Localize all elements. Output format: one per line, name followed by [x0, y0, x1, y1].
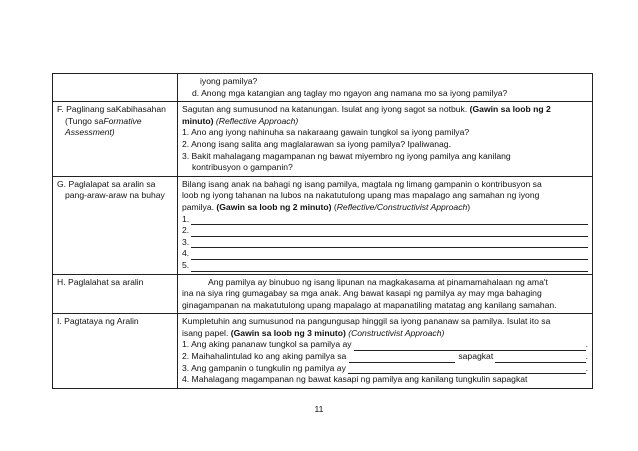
row-continuation-label-cell: [53, 74, 178, 102]
answer-blank-5[interactable]: [191, 262, 588, 272]
row-g-sublabel: pang-araw-araw na buhay: [65, 190, 165, 201]
answer-blank-3[interactable]: [191, 238, 588, 248]
page-number: 11: [314, 404, 324, 414]
answer-blank-4[interactable]: [191, 250, 588, 260]
row-f-question-2: 2. Anong isang salita ang maglalarawan sa iyong pamilya? Ipaliwanag.: [182, 138, 451, 149]
row-h: [53, 274, 593, 314]
row-g-answer-line-4[interactable]: [182, 248, 588, 260]
row-i-label: I. Pagtataya ng Aralin: [57, 316, 139, 327]
row-continuation-content: [178, 74, 593, 102]
row-g-content: [178, 176, 593, 274]
row-h-label-cell: [53, 274, 178, 314]
answer-blank-2[interactable]: [191, 227, 588, 237]
continuation-question-d: d. Anong mga katangian ang taglay mo ngayon ang namana mo sa iyong pamilya?: [192, 87, 508, 98]
row-f-content: [178, 102, 593, 177]
row-g-number-1: 1.: [182, 213, 190, 224]
row-g-text-2: loob ng iyong tahanan na lubos na nakatutulong upang mas mapalago ang samahan ng iyong: [182, 190, 540, 201]
row-f-sublabel-a: (Tungo sa: [65, 115, 104, 126]
row-h-content: [178, 274, 593, 314]
row-g-label: G. Paglalapat sa aralin sa: [57, 178, 156, 189]
row-g-paren-close: ): [467, 201, 471, 212]
row-g-text-3-bold: (Gawin sa loob ng 2 minuto): [216, 201, 332, 212]
row-g-answer-line-1[interactable]: [182, 214, 588, 226]
row-g-label-cell: [53, 176, 178, 274]
sentence-blank-1[interactable]: [354, 341, 586, 351]
row-f-intro-bold-2: minuto): [182, 115, 214, 126]
row-g-number-5: 5.: [182, 259, 190, 270]
row-f-intro-italic: (Reflective Approach): [215, 115, 299, 126]
row-i-sentence-2: [182, 351, 588, 363]
row-i-sentence-3-text: 3. Ang gampanin o tungkulin ng pamilya ay: [182, 362, 346, 373]
row-g-number-2: 2.: [182, 225, 190, 236]
row-g: [53, 176, 593, 274]
row-h-paragraph-1: Ang pamilya ay binubuo ng isang lipunan na magkakasama at pinamamahalaan ng ama't: [208, 276, 548, 287]
row-g-answer-line-5[interactable]: [182, 260, 588, 272]
row-i-sentence-1: [182, 339, 588, 351]
row-g-text-3-italic: Reflective/Constructivist Approach: [336, 201, 468, 212]
row-f-question-1: 1. Ano ang iyong nahinuha sa nakaraang gawain tungkol sa iyong pamilya?: [182, 127, 470, 138]
row-g-number-4: 4.: [182, 248, 190, 259]
row-i-label-cell: [53, 314, 178, 389]
row-f-intro-2: [182, 116, 588, 128]
row-f-sublabel-b: Assessment): [65, 127, 115, 138]
row-f-question-3: 3. Bakit mahalagang magampanan ng bawat miyembro ng iyong pamilya ang kanilang: [182, 150, 511, 161]
sentence-blank-3[interactable]: [348, 364, 586, 374]
row-f-sublabel-italic: Formative: [103, 115, 142, 126]
row-i-sentence-1-text: 1. Ang aking pananaw tungkol sa pamilya ay: [182, 339, 352, 350]
row-i-sentence-3: [182, 363, 588, 375]
row-h-paragraph-2: ina na siya ring gumagabay sa mga anak. Ang bawat kasapi ng pamilya ay may mga bahaging: [182, 288, 542, 299]
row-f-label: F. Paglinang saKabihasahan: [57, 104, 166, 115]
row-g-text-3: [182, 202, 588, 214]
row-i-sentence-2-sapagkat: sapagkat: [458, 351, 494, 362]
row-i-text-2-plain: isang papel.: [182, 327, 229, 338]
row-i-text-1: Kumpletuhin ang sumusunod na pangungusap hinggil sa iyong pananaw sa pamilya. Isulat ito sa: [182, 316, 551, 327]
row-f-intro-text: Sagutan ang sumusunod na katanungan. Isulat ang iyong sagot sa notbuk.: [182, 104, 468, 115]
row-f: [53, 102, 593, 177]
row-g-paren-open: (: [333, 201, 337, 212]
sentence-blank-2b[interactable]: [495, 353, 585, 363]
sentence-blank-2a[interactable]: [349, 353, 455, 363]
row-g-text-1: Bilang isang anak na bahagi ng isang pamilya, magtala ng limang gampanin o kontribusyon sa: [182, 178, 542, 189]
row-h-paragraph-3: ginagampanan na makatutulong upang mapalago at mapanatiling matatag ang kanilang samahan.: [182, 299, 557, 310]
row-i-text-2: [182, 328, 588, 340]
row-g-text-3-plain: pamilya.: [182, 201, 214, 212]
row-i-sentence-4: 4. Mahalagang magampanan ng bawat kasapi ng pamilya ang kanilang tungkulin sapagkat: [182, 374, 528, 385]
row-i: [53, 314, 593, 389]
row-f-intro: [182, 104, 588, 116]
row-g-answer-line-3[interactable]: [182, 237, 588, 249]
row-f-intro-bold: (Gawin sa loob ng 2: [469, 104, 551, 115]
row-continuation: [53, 74, 593, 102]
row-f-question-3-cont: kontribusyon o gampanin?: [192, 162, 293, 173]
sentence-1-period: .: [585, 339, 588, 350]
lesson-plan-table: [52, 73, 593, 389]
sentence-2-period: .: [585, 351, 588, 362]
sentence-3-period: .: [585, 362, 588, 373]
row-f-label-cell: [53, 102, 178, 177]
row-h-label: H. Paglalahat sa aralin: [57, 276, 144, 287]
continuation-line-1: iyong pamilya?: [200, 76, 258, 86]
answer-blank-1[interactable]: [191, 215, 588, 225]
row-i-sentence-2-text: 2. Maihahalintulad ko ang aking pamilya sa: [182, 351, 347, 362]
row-g-number-3: 3.: [182, 236, 190, 247]
row-i-text-2-bold: (Gawin sa loob ng 3 minuto): [230, 327, 346, 338]
row-i-text-2-italic: (Constructivist Approach): [348, 327, 445, 338]
row-i-content: [178, 314, 593, 389]
row-g-answer-line-2[interactable]: [182, 225, 588, 237]
row-f-sublabel: [57, 116, 173, 128]
